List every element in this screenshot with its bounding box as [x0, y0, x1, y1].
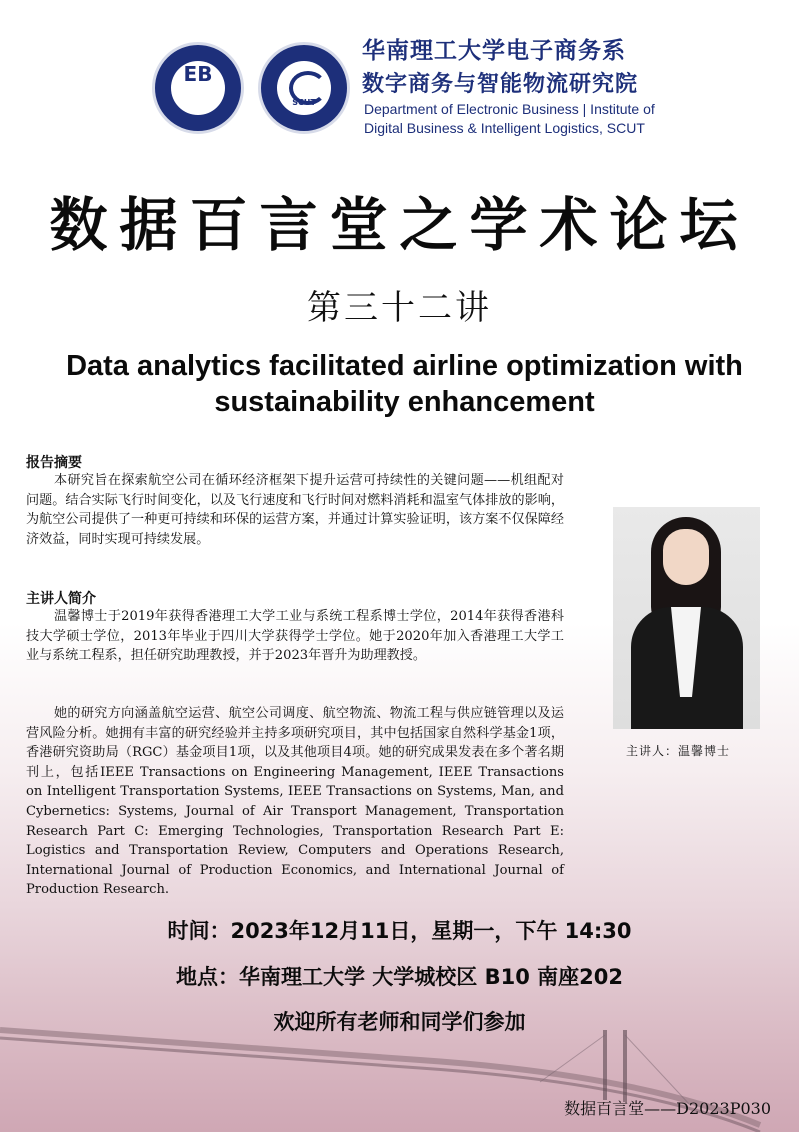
- department-name-en: Department of Electronic Business | Institute of: [364, 101, 655, 117]
- footer-code: 数据百言堂——D2023P030: [564, 1099, 771, 1118]
- department-name-cn: 华南理工大学电子商务系: [362, 38, 626, 64]
- institute-name-cn: 数字商务与智能物流研究院: [362, 72, 639, 97]
- speaker-bio-1: 温馨博士于2019年获得香港理工大学工业与系统工程系博士学位，2014年获得香港科技大学硕士学位，2013年毕业于四川大学获得学士学位。她于2020年加入香港理工大学工业与系统工程系，担任研究助理教授，并于2023年晋升为助理教授。: [26, 609, 564, 664]
- speaker-bio-2: 她的研究方向涵盖航空运营、航空公司调度、航空物流、物流工程与供应链管理以及运营风险分析。她拥有丰富的研究经验并主持多项研究项目，其中包括国家自然科学基金1项，香港研究资助局（RGC）基金项目1项，以及其他项目4项。她的研究成果发表在多个著名期刊上，包括IEEE Transactions on Engineering Management, IEEE Transactions on Intelligent Transportation Systems, IEEE Transactions on Systems, Man, and Cybernetics: Systems, Journal of Air Transport Management, Transportation Research Part C: Emerging Technologies, Transportation Research Part E: Logistics and Transportation Review, Computers and Operations Research, International Journal of Production Economics, and International Journal of Production Research.: [26, 706, 564, 898]
- ebusiness-logo: [152, 42, 244, 134]
- lecture-number: 第三十二讲: [307, 288, 492, 328]
- abstract-text: 本研究旨在探索航空公司在循环经济框架下提升运营可持续性的关键问题——机组配对问题。结合实际飞行时间变化，以及飞行速度和飞行时间对燃料消耗和温室气体排放的影响，为航空公司提供了一种更可持续和环保的运营方案，并通过计算实验证明，该方案不仅保障经济效益，同时实现可持续发展。: [26, 473, 564, 547]
- speaker-photo: [613, 507, 760, 729]
- institute-name-en: Digital Business & Intelligent Logistics, SCUT: [364, 120, 645, 136]
- event-place: 地点：华南理工大学 大学城校区 B10 南座202: [176, 965, 623, 989]
- abstract-heading: 报告摘要: [26, 455, 82, 471]
- institute-logo: [258, 42, 350, 134]
- speaker-heading: 主讲人简介: [26, 591, 96, 607]
- institute-logo-text: SCUT: [292, 98, 316, 107]
- event-time: 时间：2023年12月11日，星期一，下午 14:30: [167, 919, 632, 943]
- talk-title: Data analytics facilitated airline optimization with sustainability enhancement: [66, 350, 743, 418]
- event-welcome: 欢迎所有老师和同学们参加: [273, 1010, 526, 1034]
- forum-title: 数据百言堂之学术论坛: [49, 191, 750, 259]
- ebusiness-logo-text: EB: [183, 62, 213, 86]
- speaker-photo-caption: 主讲人：温馨博士: [626, 744, 731, 758]
